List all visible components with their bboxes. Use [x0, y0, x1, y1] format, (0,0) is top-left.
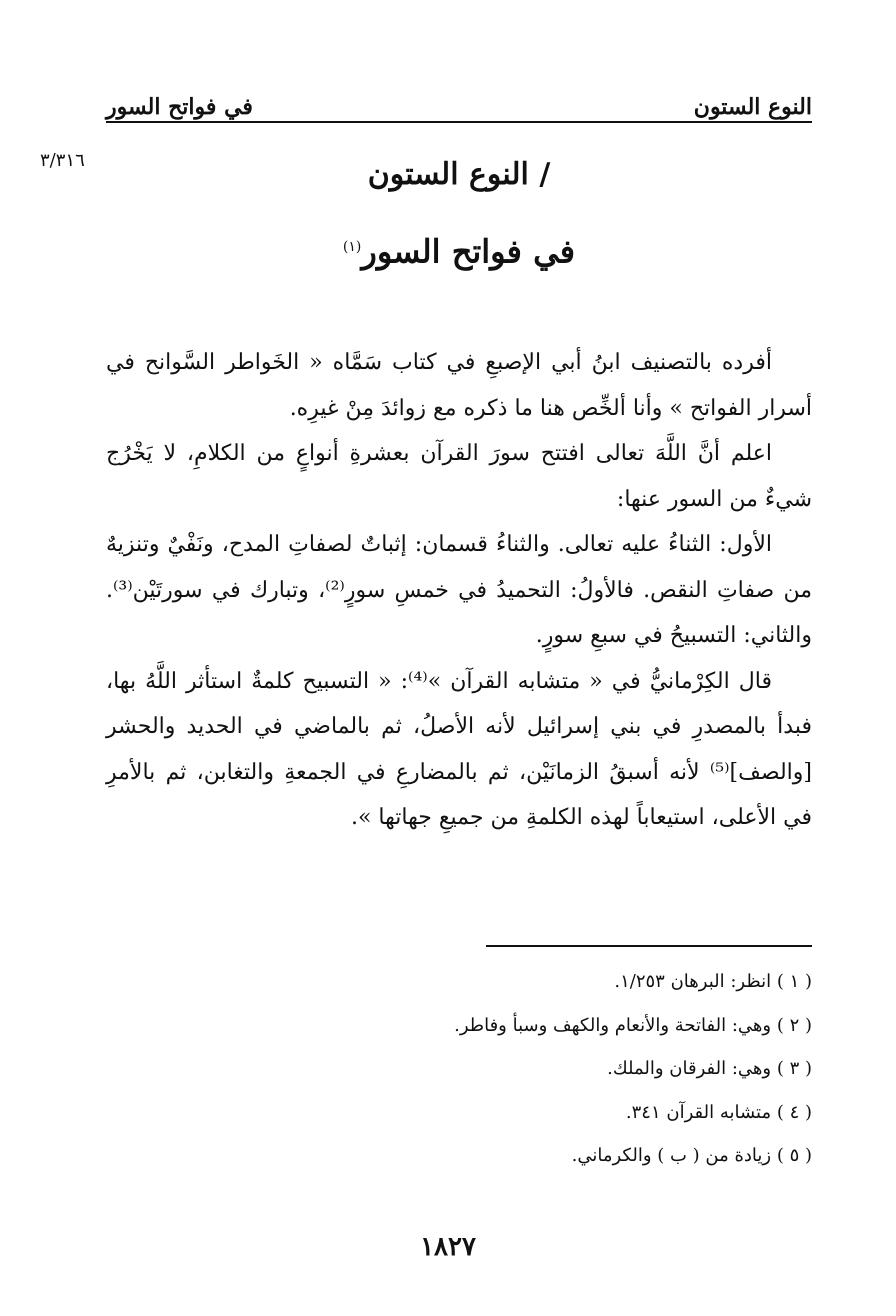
chapter-subtitle-text: في فواتح السور: [361, 232, 576, 271]
footnote-divider: [486, 945, 812, 947]
paragraph: اعلم أنَّ اللَّهَ تعالى افتتح سورَ القرآن بعشرةِ أنواعٍ من الكلامِ، لا يَخْرُج شيءٌ من السور عنها:: [106, 441, 812, 512]
paragraph: الأول: الثناءُ عليه تعالى. والثناءُ قسمان: إثباتٌ لصفاتِ المدح، ونَفْيٌ وتنزيهٌ من صفاتِ النقص. فالأولُ: التحميدُ في خمسِ سورٍ⁽²⁾، وتبارك في سورتَيْن⁽³⁾. والثاني: التسبيحُ في سبعِ سورٍ.: [106, 532, 812, 648]
running-header-right: النوع الستون: [693, 94, 812, 120]
chapter-title: / النوع الستون: [367, 157, 551, 192]
header-divider: [106, 121, 812, 123]
footnote: ( ٤ ) متشابه القرآن ٣٤١.: [625, 1101, 812, 1123]
paragraph: قال الكِرْمانيُّ في « متشابه القرآن »⁽⁴⁾: « التسبيح كلمةٌ استأثر اللَّهُ بها، فبدأ بالمصدرِ في بني إسرائيل لأنه الأصلُ، ثم بالماضي في الحديد والحشر [والصف]⁽⁵⁾ لأنه أسبقُ الزمانَيْن، ثم بالمضارعِ في الجمعةِ والتغابن، ثم بالأمرِ في الأعلى، استيعاباً لهذه الكلمةِ من جميعِ جهاتها ».: [106, 668, 812, 830]
footnote: ( ٥ ) زيادة من ( ب ) والكرماني.: [571, 1145, 812, 1166]
page-number: ١٨٢٧: [420, 1232, 476, 1262]
body-text: [106, 340, 812, 841]
footnote: ( ٢ ) وهي: الفاتحة والأنعام والكهف وسبأ وفاطر.: [454, 1014, 812, 1036]
footnote: ( ٣ ) وهي: الفرقان والملك.: [607, 1058, 812, 1079]
chapter-subtitle: [106, 220, 812, 279]
footnote: ( ١ ) انظر: البرهان ١/٢٥٣.: [614, 971, 812, 992]
footnote-marker: (١): [342, 239, 362, 255]
paragraph: أفرده بالتصنيف ابنُ أبي الإصبعِ في كتاب سَمَّاه « الخَواطر السَّوانح في أسرار الفواتح » وأنا ألخِّص هنا ما ذكره مع زوائدَ مِنْ غيرِه.: [106, 350, 812, 421]
footnotes: [106, 960, 812, 1178]
running-header-left: في فواتح السور: [106, 94, 253, 120]
running-header: [106, 80, 812, 120]
margin-reference: ٣/٣١٦: [40, 150, 85, 171]
